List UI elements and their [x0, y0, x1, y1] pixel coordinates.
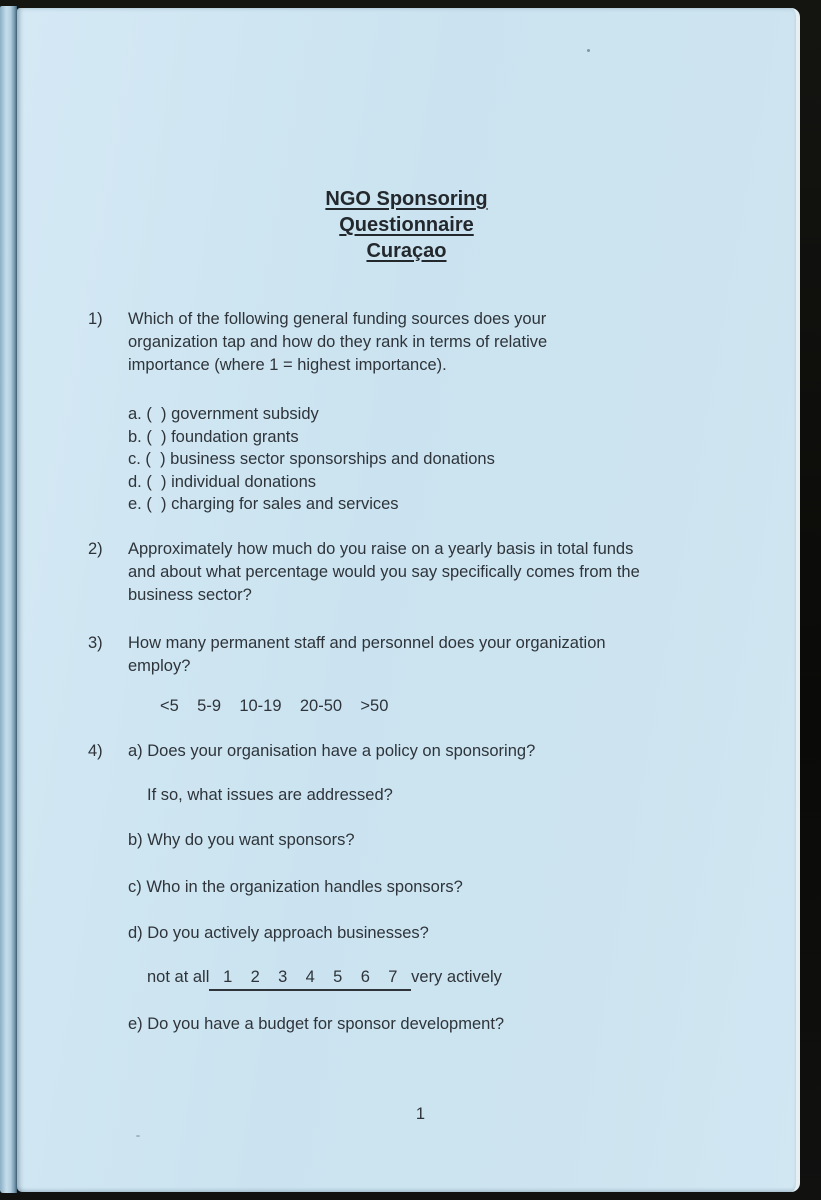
question-4: [17, 740, 796, 763]
question-1: [17, 308, 796, 377]
option-a: a. ( ) government subsidy: [128, 405, 319, 423]
questionnaire-page: [17, 8, 800, 1192]
title-line-1: NGO Sponsoring: [325, 188, 488, 210]
rating-scale: [17, 966, 796, 991]
staff-size-options: <5 5-9 10-19 20-50 >50: [160, 696, 389, 715]
option-e: e. ( ) charging for sales and services: [128, 495, 399, 513]
question-2-line-1: Approximately how much do you raise on a yearly basis in total funds: [128, 539, 634, 558]
question-4c: c) Who in the organization handles sponsors?: [128, 877, 463, 896]
question-2-line-3: business sector?: [128, 585, 252, 604]
rating-scale-low-label: not at all: [147, 967, 210, 986]
question-3-line-1: How many permanent staff and personnel does your organization: [128, 633, 606, 652]
question-1-number: 1): [88, 310, 103, 328]
question-2-number: 2): [88, 539, 103, 558]
question-4d: d) Do you actively approach businesses?: [128, 923, 429, 942]
title-line-3: Curaçao: [366, 240, 447, 262]
option-b: b. ( ) foundation grants: [128, 427, 299, 446]
question-3-line-2: employ?: [128, 656, 191, 675]
rating-scale-high-label: very actively: [411, 967, 502, 986]
page-number: 1: [415, 1104, 426, 1123]
question-1-line-3: importance (where 1 = highest importance).: [128, 356, 447, 374]
option-d: d. ( ) individual donations: [128, 472, 317, 491]
rating-scale-numbers: 1 2 3 4 5 6 7: [209, 966, 411, 991]
question-1-options: [17, 403, 796, 516]
scan-speck: [136, 1135, 140, 1137]
question-1-text: [128, 308, 547, 377]
title-line-2: Questionnaire: [339, 214, 474, 236]
question-2-text: [128, 538, 640, 607]
question-4b: b) Why do you want sponsors?: [128, 830, 355, 849]
question-3-text: [128, 632, 606, 678]
question-4a-followup: If so, what issues are addressed?: [147, 785, 393, 804]
option-c: c. ( ) business sector sponsorships and donations: [128, 450, 495, 468]
question-4-number: 4): [88, 741, 103, 760]
book-fold-edge: [0, 6, 17, 1193]
question-3: [17, 632, 796, 678]
question-3-number: 3): [88, 633, 103, 652]
question-2-line-2: and about what percentage would you say specifically comes from the: [128, 562, 640, 581]
document-title: [17, 186, 796, 264]
scan-speck: [587, 49, 590, 52]
question-4a: a) Does your organisation have a policy on sponsoring?: [128, 741, 536, 760]
question-1-line-2: organization tap and how do they rank in terms of relative: [128, 333, 548, 351]
question-1-line-1: Which of the following general funding sources does your: [128, 310, 547, 328]
question-4e: e) Do you have a budget for sponsor development?: [128, 1014, 505, 1033]
question-2: [17, 538, 796, 607]
